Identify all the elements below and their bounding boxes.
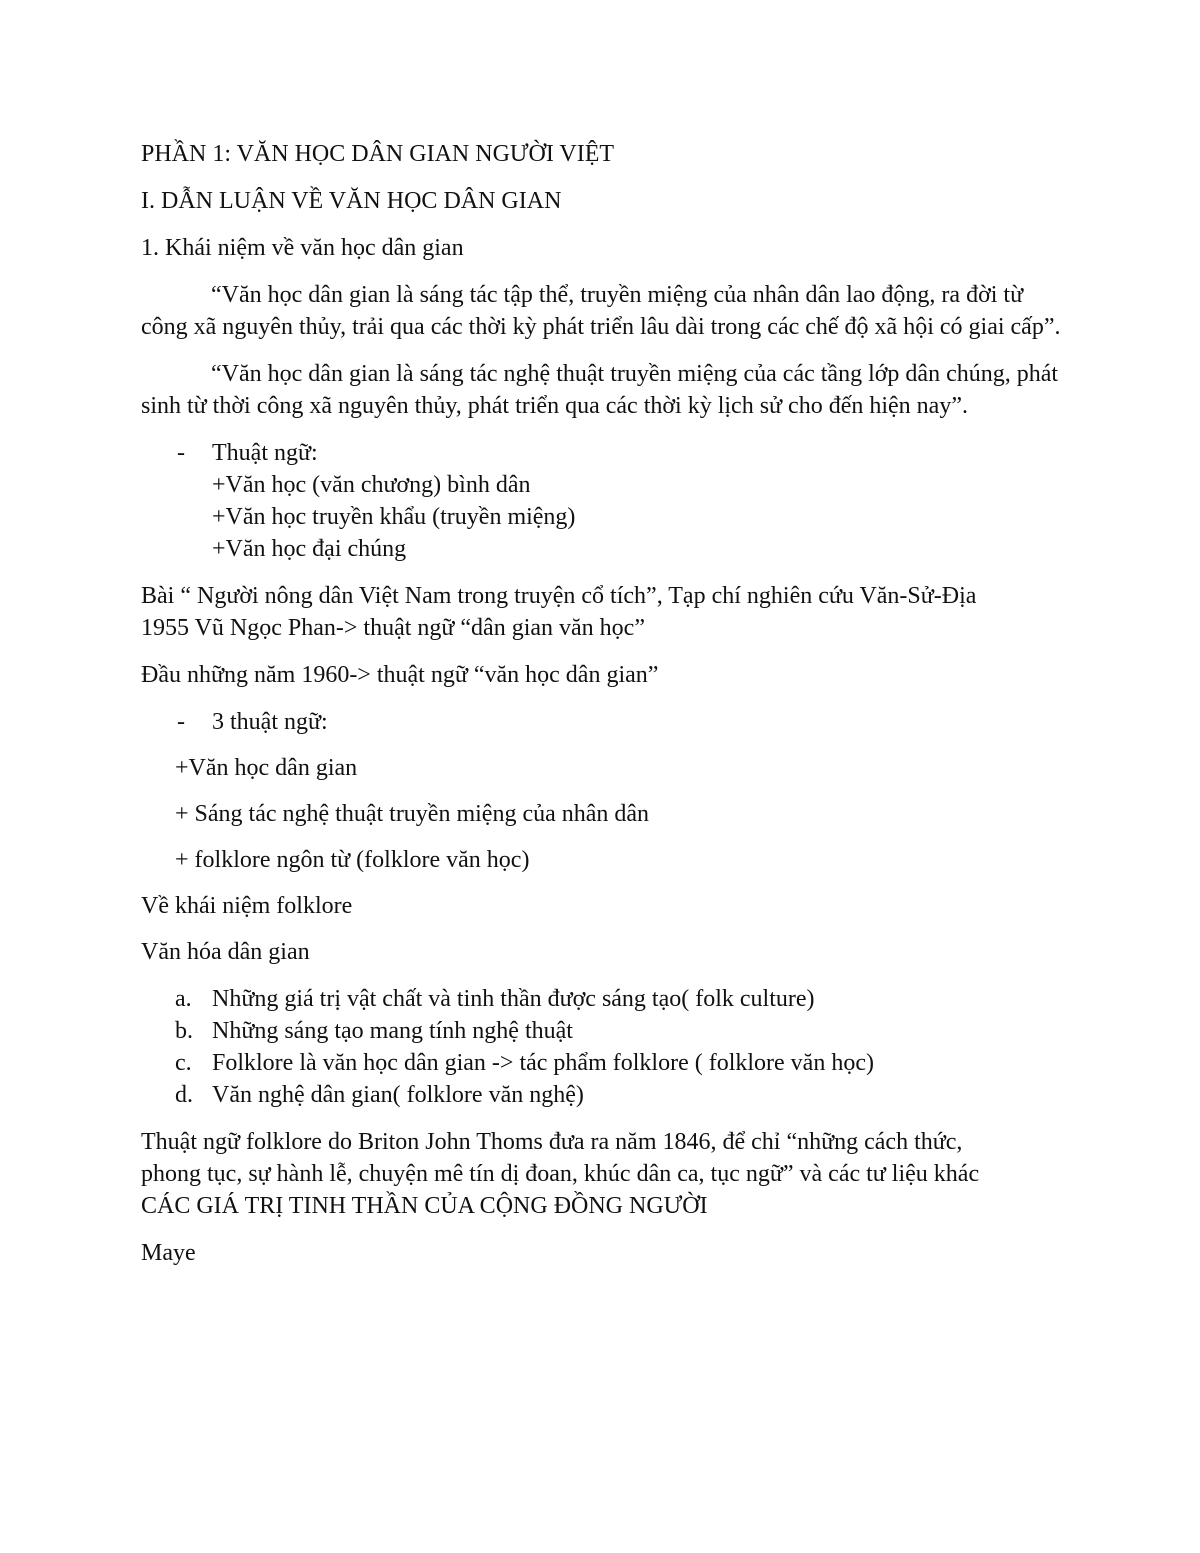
part-heading: PHẦN 1: VĂN HỌC DÂN GIAN NGƯỜI VIỆT <box>141 141 615 167</box>
alpha-marker: a. <box>175 986 192 1012</box>
article-paragraph <box>141 580 1061 644</box>
document-page <box>141 138 1061 1269</box>
maye-line: Maye <box>141 1240 196 1266</box>
terms-label: Thuật ngữ: <box>212 440 318 466</box>
three-term-item: +Văn học dân gian <box>175 755 358 781</box>
subsection-heading: 1. Khái niệm về văn học dân gian <box>141 235 464 261</box>
folk-culture-line: Văn hóa dân gian <box>141 939 310 965</box>
alpha-list-item <box>141 983 1061 1015</box>
folklore-concept-line: Về khái niệm folklore <box>141 893 353 919</box>
list-dash-marker: - <box>177 440 185 466</box>
alpha-list-item <box>141 1047 1061 1079</box>
early-1960-paragraph: Đầu những năm 1960-> thuật ngữ “văn học dân gian” <box>141 662 659 688</box>
definition-quote-1: “Văn học dân gian là sáng tác tập thể, truyền miệng của nhân dân lao động, ra đời từ công xã nguyên thủy, trải qua các thời kỳ phát triển lâu dài trong các chế độ xã hội có giai cấp”. <box>141 282 1061 340</box>
alpha-item-text: Folklore là văn học dân gian -> tác phẩm folklore ( folklore văn học) <box>212 1050 874 1076</box>
three-terms-label: 3 thuật ngữ: <box>212 709 328 735</box>
alpha-list <box>141 983 1061 1111</box>
terms-list <box>141 437 1061 565</box>
thoms-line: Thuật ngữ folklore do Briton John Thoms đưa ra năm 1846, để chỉ “những cách thức, <box>141 1129 963 1155</box>
term-item: +Văn học đại chúng <box>212 536 407 562</box>
alpha-list-item <box>141 1079 1061 1111</box>
three-term-item: + folklore ngôn từ (folklore văn học) <box>175 847 530 873</box>
alpha-item-text: Những sáng tạo mang tính nghệ thuật <box>212 1018 573 1044</box>
thoms-line: phong tục, sự hành lễ, chuyện mê tín dị đoan, khúc dân ca, tục ngữ” và các tư liệu khác <box>141 1161 980 1187</box>
article-line: Bài “ Người nông dân Việt Nam trong truyện cổ tích”, Tạp chí nghiên cứu Văn-Sử-Địa <box>141 583 977 609</box>
terms-list-header <box>141 437 1061 469</box>
thoms-paragraph <box>141 1126 1061 1222</box>
thoms-line: CÁC GIÁ TRỊ TINH THẦN CỦA CỘNG ĐỒNG NGƯỜI <box>141 1193 708 1219</box>
alpha-item-text: Những giá trị vật chất và tinh thần được sáng tạo( folk culture) <box>212 986 815 1012</box>
alpha-list-item <box>141 1015 1061 1047</box>
alpha-marker: d. <box>175 1082 193 1108</box>
list-dash-marker: - <box>177 709 185 735</box>
alpha-marker: b. <box>175 1018 193 1044</box>
three-term-item: + Sáng tác nghệ thuật truyền miệng của nhân dân <box>175 801 650 827</box>
term-item: +Văn học (văn chương) bình dân <box>212 472 531 498</box>
alpha-marker: c. <box>175 1050 192 1076</box>
three-terms-header <box>141 706 1061 738</box>
definition-quote-2: “Văn học dân gian là sáng tác nghệ thuật truyền miệng của các tầng lớp dân chúng, phát sinh từ thời công xã nguyên thủy, phát triển qua các thời kỳ lịch sử cho đến hiện nay”. <box>141 361 1059 419</box>
section-heading: I. DẪN LUẬN VỀ VĂN HỌC DÂN GIAN <box>141 188 562 214</box>
term-item: +Văn học truyền khẩu (truyền miệng) <box>212 504 576 530</box>
article-line: 1955 Vũ Ngọc Phan-> thuật ngữ “dân gian văn học” <box>141 615 645 641</box>
alpha-item-text: Văn nghệ dân gian( folklore văn nghệ) <box>212 1082 584 1108</box>
